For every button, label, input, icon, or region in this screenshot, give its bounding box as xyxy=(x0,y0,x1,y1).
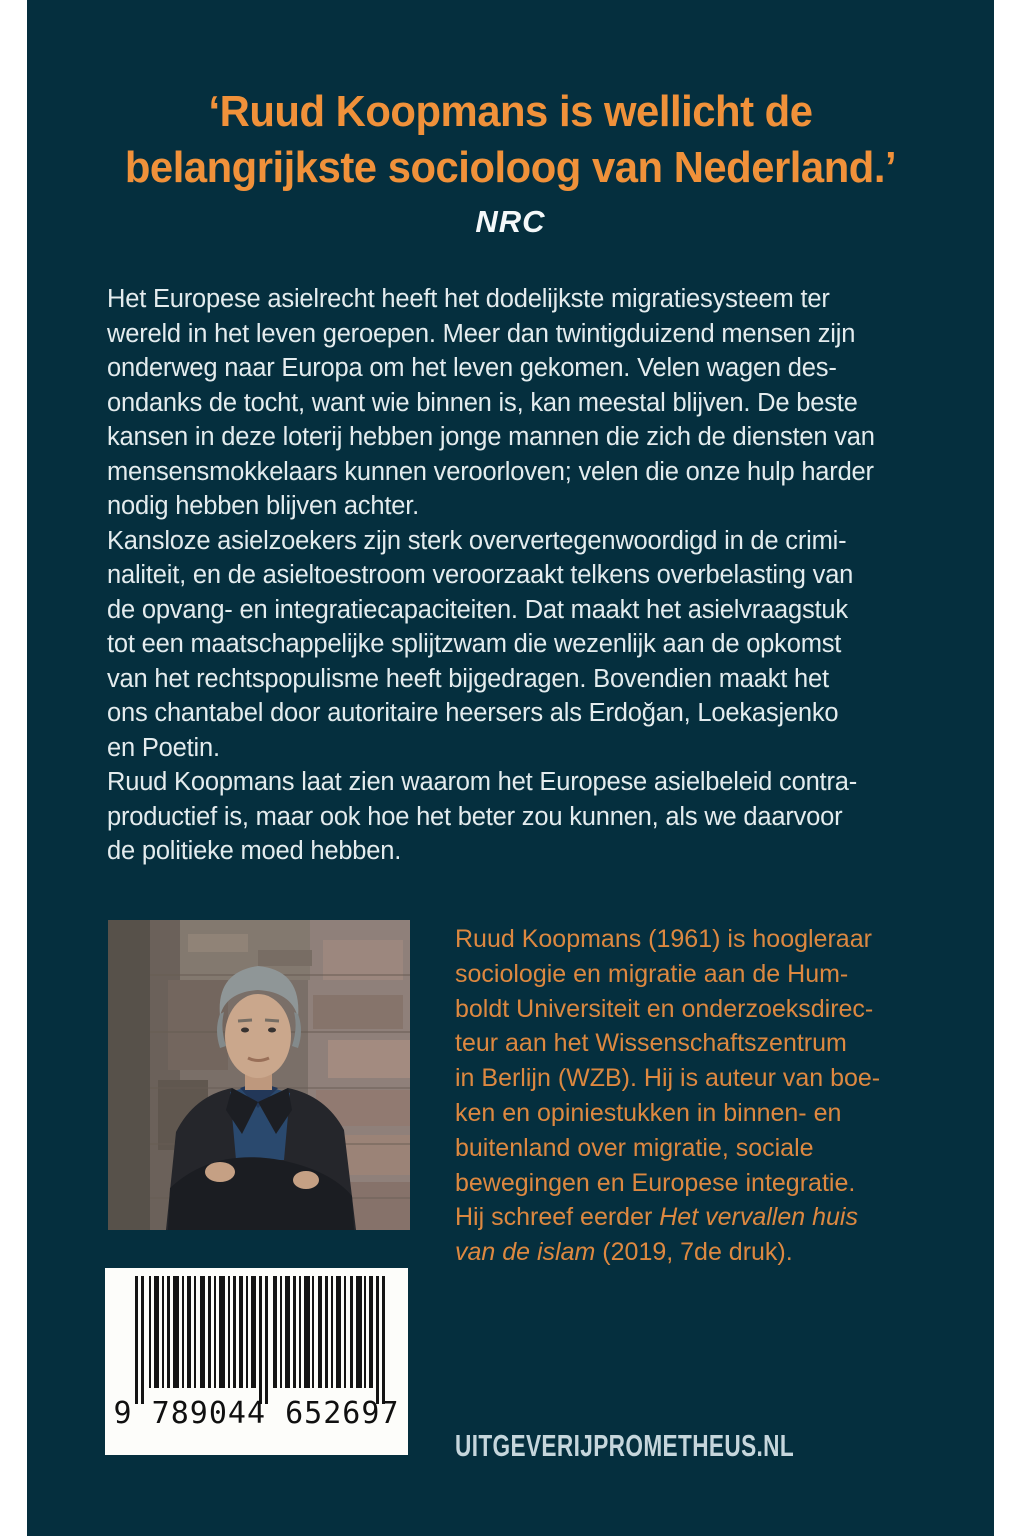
book-back-cover xyxy=(27,0,994,1536)
author-bio-text: Ruud Koopmans (1961) is hoogleraar sociologie en migratie aan de Hum- boldt Universiteit en onderzoeksdirec- teur aan het Wissenschaftszentrum in Berlijn (WZB). Hij is auteur van boe- ken en opiniestukken in binnen- en buitenland over migratie, sociale bewegingen en Europese integratie. Hij schreef eerder xyxy=(455,925,881,1232)
barcode xyxy=(105,1268,408,1455)
press-quote-source-nrc: NRC xyxy=(475,204,546,239)
author-photo-illustration xyxy=(108,920,410,1230)
back-cover-blurb: Het Europese asielrecht heeft het dodelijkste migratiesysteem ter wereld in het leven geroepen. Meer dan twintigduizend mensen zijn onderweg naar Europa om het leven gekomen. Velen wagen des- ondanks de tocht, want wie binnen is, kan meestal blijven. De beste kansen in deze loterij hebben jonge mannen die zich de diensten van mensensmokkelaars kunnen veroorloven; velen die onze hulp harder nodig hebben blijven achter. Kansloze asielzoekers zijn sterk oververtegenwoordigd in de crimi- naliteit, en de asieltoestroom veroorzaakt telkens overbelasting van de opvang- en integratiecapaciteiten. Dat maakt het asielvraagstuk tot een maatschappelijke splijtzwam die wezenlijk aan de opkomst van het rechtspopulisme heeft bijgedragen. Bovendien maakt het ons chantabel door autoritaire heersers als Erdoğan, Loekasjenko en Poetin. Ruud Koopmans laat zien waarom het Europese asielbeleid contra- productief is, maar ook hoe het beter zou kunnen, als we daarvoor de politieke moed hebben. xyxy=(107,285,875,865)
author-bio-text-end: (2019, 7de druk). xyxy=(595,1238,793,1267)
barcode-number: 9 789044 652697 xyxy=(113,1396,400,1431)
publisher-url: UITGEVERIJPROMETHEUS.NL xyxy=(455,1428,795,1463)
previous-book-title: Het vervallen huis van de islam xyxy=(455,1203,858,1267)
author-photo xyxy=(108,920,410,1230)
press-quote: ‘Ruud Koopmans is wellicht de belangrijkste socioloog van Nederland.’ xyxy=(124,87,897,192)
author-bio xyxy=(455,922,937,1270)
